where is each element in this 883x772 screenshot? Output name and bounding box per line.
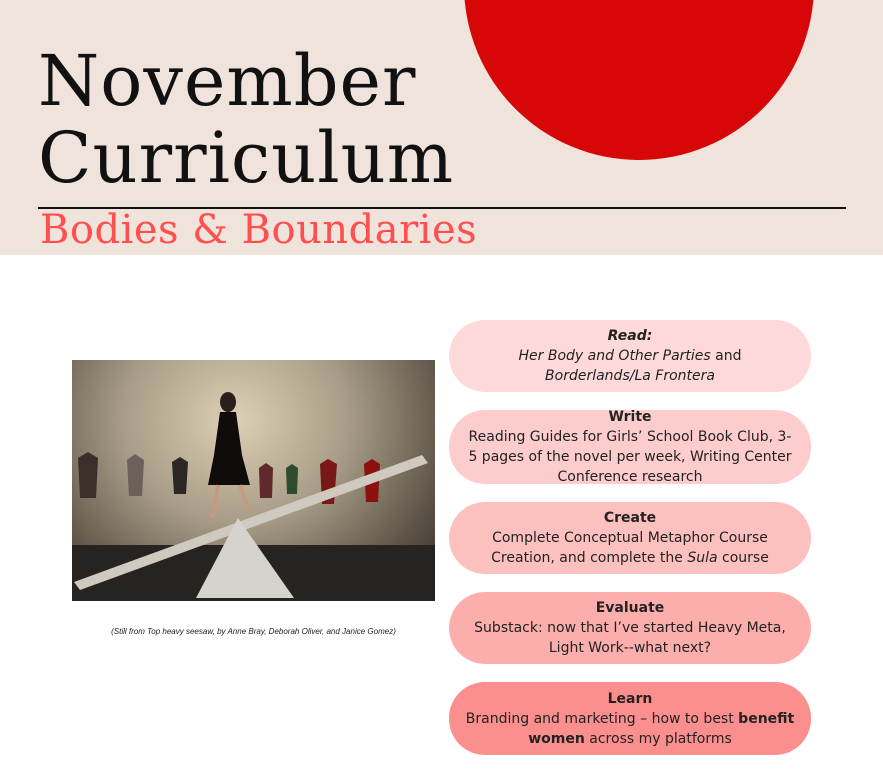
learn-heading: Learn: [607, 690, 653, 707]
evaluate-heading: Evaluate: [595, 600, 665, 616]
subtitle: Bodies & Boundaries: [40, 207, 478, 253]
create-body: Complete Conceptual Metaphor Course Creation, and complete the Sula course: [491, 530, 769, 566]
red-circle-decoration: [464, 0, 814, 160]
evaluate-card: [449, 592, 811, 664]
seesaw-photo-image: [72, 360, 435, 601]
learn-card: [449, 682, 811, 755]
create-card: [449, 502, 811, 574]
write-card: [449, 410, 811, 484]
header-band: [0, 0, 883, 255]
create-heading: Create: [603, 510, 657, 526]
photo-caption: (Still from Top heavy seesaw, by Anne Bray, Deborah Oliver, and Janice Gomez): [111, 627, 396, 636]
walking-figure: [208, 392, 250, 518]
title-line-2: Curriculum: [38, 117, 455, 199]
write-heading: Write: [608, 409, 652, 425]
title-line-1: November: [38, 40, 417, 122]
read-card: [449, 320, 811, 392]
read-body: Her Body and Other Parties and Borderlands/La Frontera: [518, 348, 742, 384]
seesaw-photo: [72, 360, 435, 601]
learn-body: Branding and marketing – how to best benefit women across my platforms: [465, 710, 795, 747]
evaluate-body: Substack: now that I’ve started Heavy Meta, Light Work--what next?: [474, 620, 786, 656]
read-heading: Read:: [607, 328, 653, 344]
write-body: Reading Guides for Girls’ School Book Club, 3-5 pages of the novel per week, Writing Center Conference research: [468, 429, 792, 485]
